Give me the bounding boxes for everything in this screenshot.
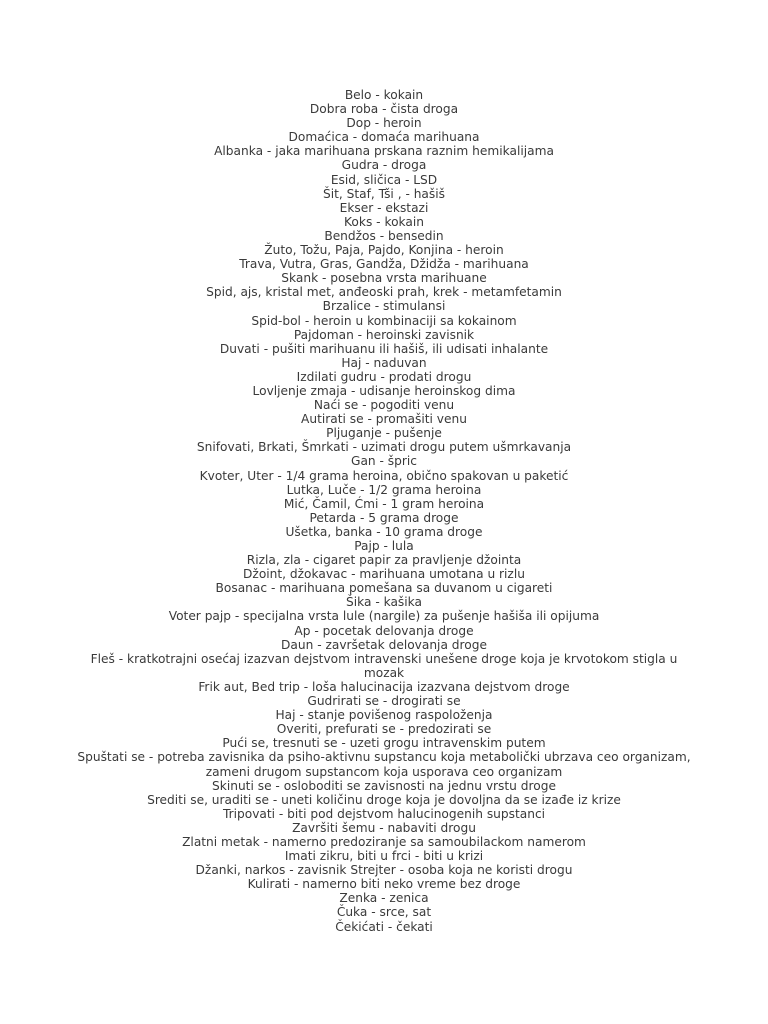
glossary-line: Frik aut, Bed trip - loša halucinacija izazvana dejstvom droge	[198, 679, 570, 694]
glossary-line: Čuka - srce, sat	[336, 905, 432, 920]
glossary-line: Džoint, džokavac - marihuana umotana u rizlu	[243, 567, 525, 582]
glossary-line: Daun - završetak delovanja droge	[281, 637, 487, 652]
glossary-line: Gudrirati se - drogirati se	[307, 694, 461, 709]
glossary-line: Zlatni metak - namerno predoziranje sa samoubilackom namerom	[182, 834, 586, 849]
glossary-line: Lutka, Luče - 1/2 grama heroina	[286, 482, 482, 497]
glossary-list	[56, 88, 712, 934]
glossary-line: Petarda - 5 grama droge	[309, 510, 459, 525]
glossary-line: Naći se - pogoditi venu	[313, 398, 455, 413]
glossary-line: Šika - kašika	[346, 595, 422, 610]
glossary-line: Pljuganje - pušenje	[326, 426, 442, 441]
glossary-line: Brzalice - stimulansi	[322, 299, 446, 314]
glossary-line: Gudra - droga	[341, 158, 427, 173]
glossary-line: Domaćica - domaća marihuana	[288, 130, 480, 145]
glossary-line: Mić, Čamil, Ćmi - 1 gram heroina	[283, 496, 485, 511]
glossary-line: Srediti se, uraditi se - uneti količinu droge koja je dovoljna da se izađe iz krize	[147, 792, 621, 807]
glossary-line: Kulirati - namerno biti neko vreme bez droge	[247, 877, 521, 892]
glossary-line: Spid-bol - heroin u kombinaciji sa kokainom	[251, 313, 517, 328]
glossary-line: Čekićati - čekati	[335, 919, 433, 934]
glossary-line: Haj - stanje povišenog raspoloženja	[275, 708, 493, 723]
glossary-line: Belo - kokain	[344, 88, 424, 102]
glossary-line: Lovljenje zmaja - udisanje heroinskog dima	[252, 383, 516, 398]
glossary-line: Tripovati - biti pod dejstvom halucinogenih supstanci	[222, 806, 546, 821]
glossary-line: Spuštati se - potreba zavisnika da psiho-aktivnu supstancu koja metabolički ubrzava ceo organizam,	[77, 750, 691, 765]
glossary-line: Izdilati gudru - prodati drogu	[296, 369, 472, 384]
glossary-line: Fleš - kratkotrajni osećaj izazvan dejstvom intravenski unešene droge koja je krvotokom stigla u	[90, 651, 678, 666]
glossary-line: Autirati se - promašiti venu	[301, 412, 467, 427]
glossary-line: Ušetka, banka - 10 grama droge	[285, 524, 483, 539]
glossary-line: Pajdoman - heroinski zavisnik	[293, 327, 475, 342]
glossary-line: Pajp - lula	[354, 539, 414, 553]
glossary-line: Skank - posebna vrsta marihuane	[281, 271, 487, 286]
glossary-line: Završiti šemu - nabaviti drogu	[292, 820, 476, 835]
glossary-line: Dobra roba - čista droga	[309, 102, 459, 117]
glossary-line: Bosanac - marihuana pomešana sa duvanom u cigareti	[215, 581, 553, 596]
glossary-line: Pući se, tresnuti se - uzeti grogu intravenskim putem	[222, 736, 546, 751]
glossary-line: Haj - naduvan	[341, 355, 427, 370]
glossary-line: Šit, Staf, Tši , - hašiš	[322, 186, 445, 201]
glossary-line: Duvati - pušiti marihuanu ili hašiš, ili udisati inhalante	[219, 341, 549, 356]
glossary-line: Overiti, prefurati se - predozirati se	[276, 722, 492, 737]
glossary-line: Trava, Vutra, Gras, Gandža, Džidža - marihuana	[239, 257, 529, 272]
glossary-line: Koks - kokain	[344, 214, 424, 229]
glossary-line: Kvoter, Uter - 1/4 grama heroina, obično spakovan u paketić	[199, 468, 569, 483]
glossary-line: Gan - špric	[351, 454, 417, 469]
glossary-line: Zenka - zenica	[339, 891, 429, 906]
glossary-line: Bendžos - bensedin	[324, 228, 444, 243]
glossary-line: Imati zikru, biti u frci - biti u krizi	[284, 849, 484, 864]
glossary-line: Ap - pocetak delovanja droge	[294, 623, 474, 638]
glossary-line: mozak	[363, 665, 405, 680]
glossary-line: Albanka - jaka marihuana prskana raznim hemikalijama	[214, 144, 554, 159]
glossary-line: Ekser - ekstazi	[339, 200, 429, 215]
glossary-line: zameni drugom supstancom koja usporava ceo organizam	[205, 764, 563, 779]
glossary-line: Esid, sličica - LSD	[330, 172, 438, 187]
glossary-line: Skinuti se - osloboditi se zavisnosti na jednu vrstu droge	[212, 778, 556, 793]
glossary-line: Spid, ajs, kristal met, anđeoski prah, krek - metamfetamin	[206, 285, 562, 300]
glossary-line: Dop - heroin	[346, 116, 422, 131]
glossary-line: Džanki, narkos - zavisnik Strejter - osoba koja ne koristi drogu	[195, 863, 573, 878]
glossary-line: Rizla, zla - cigaret papir za pravljenje džointa	[246, 553, 522, 568]
glossary-line: Voter pajp - specijalna vrsta lule (nargile) za pušenje hašiša ili opijuma	[168, 609, 600, 624]
glossary-line: Snifovati, Brkati, Šmrkati - uzimati drogu putem ušmrkavanja	[196, 440, 572, 455]
glossary-line: Žuto, Tožu, Paja, Pajdo, Konjina - heroin	[264, 243, 504, 258]
